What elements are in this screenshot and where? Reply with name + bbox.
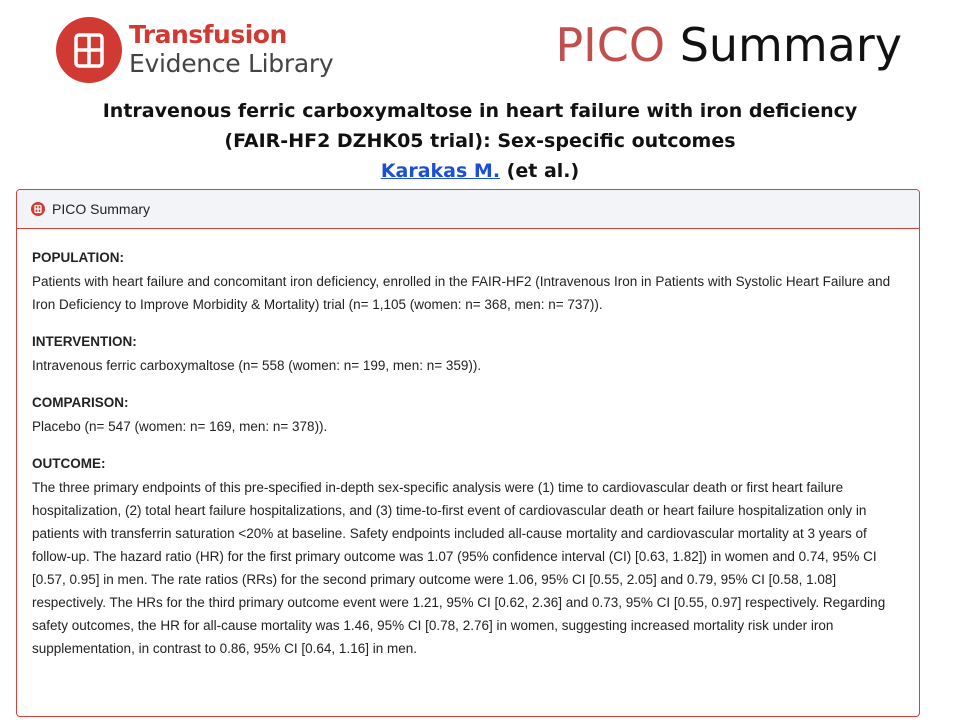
population-heading: POPULATION: (32, 250, 124, 265)
population-text: Patients with heart failure and concomitant iron deficiency, enrolled in the FAIR-HF2 (Intravenous Iron in Patients with Systolic Heart Failure and Iron Deficiency to Improve Morbidity & Mortality) trial (n= 1,105 (women: n= 368, men: n= 737)). (32, 274, 891, 312)
page-title-summary: Summary (679, 18, 902, 72)
section-intervention (32, 333, 903, 377)
author-line (0, 156, 960, 186)
panel-header-label: PICO Summary (52, 201, 151, 217)
blood-bag-icon (55, 16, 123, 84)
article-title-line-2: (FAIR-HF2 DZHK05 trial): Sex-specific outcomes (224, 130, 736, 152)
pico-panel (16, 189, 920, 717)
article-title (0, 96, 960, 186)
outcome-heading: OUTCOME: (32, 456, 106, 471)
logo-word-evidence-library: Evidence Library (129, 49, 334, 78)
intervention-heading: INTERVENTION: (32, 334, 137, 349)
panel-body (17, 229, 919, 660)
pico-icon (31, 202, 45, 216)
page-title-pico: PICO (555, 18, 666, 72)
section-outcome (32, 455, 903, 660)
outcome-text: The three primary endpoints of this pre-specified in-depth sex-specific analysis were (1) time to cardiovascular death or first heart failure hospitalization, (2) total heart failure hospitalizations, and (3) time-to-first event of cardiovascular death or heart failure hospitalization only in patients with transferrin saturation <20% at baseline. Safety endpoints included all-cause mortality and cardiovascular mortality at 3 years of follow-up. The hazard ratio (HR) for the first primary outcome was 1.07 (95% confidence interval (CI) [0.63, 1.82]) in women and 0.74, 95% CI [0.57, 0.95] in men. The rate ratios (RRs) for the second primary outcome were 1.06, 95% CI [0.55, 2.05] and 0.79, 95% CI [0.58, 1.08] respectively. The HRs for the third primary outcome event were 1.21, 95% CI [0.62, 2.36] and 0.73, 95% CI [0.55, 0.97] respectively. Regarding safety outcomes, the HR for all-cause mortality was 1.46, 95% CI [0.78, 2.76] in women, suggesting increased mortality risk under iron supplementation, in contrast to 0.86, 95% CI [0.64, 1.16] in men. (32, 480, 886, 656)
panel-header (17, 190, 919, 229)
author-link[interactable]: Karakas M. (380, 160, 501, 182)
intervention-text: Intravenous ferric carboxymaltose (n= 558 (women: n= 199, men: n= 359)). (32, 358, 482, 373)
article-title-line-1: Intravenous ferric carboxymaltose in heart failure with iron deficiency (102, 100, 858, 122)
page-title (555, 18, 902, 72)
logo-word-transfusion: Transfusion (129, 20, 287, 49)
section-comparison (32, 394, 903, 438)
logo (55, 16, 355, 86)
section-population (32, 249, 903, 316)
author-suffix: (et al.) (500, 160, 580, 182)
comparison-text: Placebo (n= 547 (women: n= 169, men: n= 378)). (32, 419, 328, 434)
comparison-heading: COMPARISON: (32, 395, 129, 410)
